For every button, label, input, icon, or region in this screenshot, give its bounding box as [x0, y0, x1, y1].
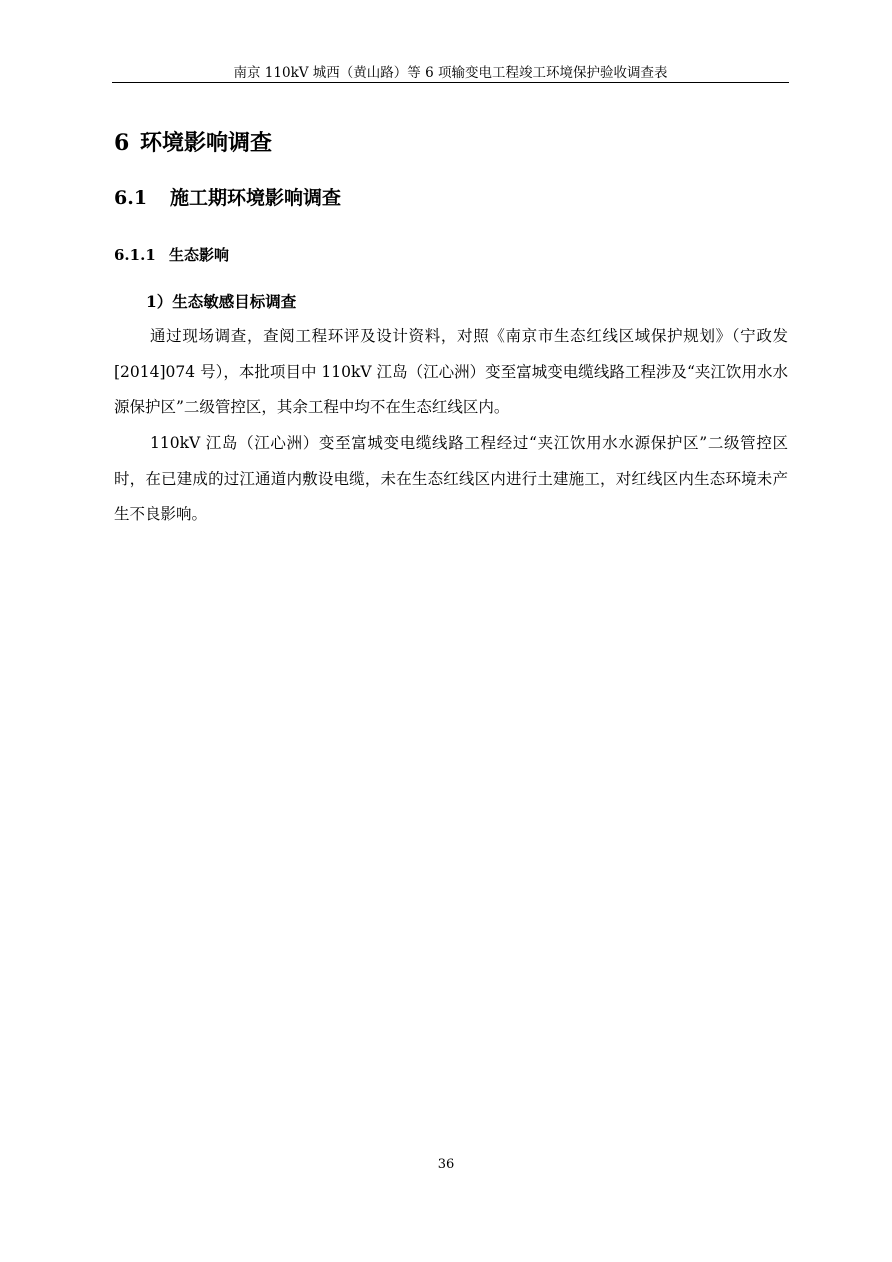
header-divider	[112, 82, 789, 83]
body-paragraph: 110kV 江岛（江心洲）变至富城变电缆线路工程经过“夹江饮用水水源保护区”二级管控区时，在已建成的过江通道内敷设电缆，未在生态红线区内进行土建施工，对红线区内生态环境未产生不良影响。	[114, 434, 788, 523]
section-title: 环境影响调查	[140, 130, 273, 156]
subsubsection-title: 生态影响	[169, 246, 230, 264]
subsubsection-number: 6.1.1	[114, 246, 156, 264]
subsection-heading	[114, 184, 341, 212]
section-number: 6	[114, 130, 130, 156]
section-heading	[114, 128, 272, 158]
subsection-title: 施工期环境影响调查	[170, 187, 342, 209]
subsection-number: 6.1	[114, 187, 148, 209]
running-header: 南京 110kV 城西（黄山路）等 6 项输变电工程竣工环境保护验收调查表	[233, 65, 668, 81]
item-heading: 1）生态敏感目标调查	[146, 292, 297, 311]
page-number: 36	[437, 1157, 455, 1172]
body-paragraph: 通过现场调查，查阅工程环评及设计资料，对照《南京市生态红线区域保护规划》（宁政发[2014]074 号），本批项目中 110kV 江岛（江心洲）变至富城变电缆线路工程涉及“夹江饮用水水源保护区”二级管控区，其余工程中均不在生态红线区内。	[114, 327, 788, 416]
subsubsection-heading	[114, 243, 229, 267]
